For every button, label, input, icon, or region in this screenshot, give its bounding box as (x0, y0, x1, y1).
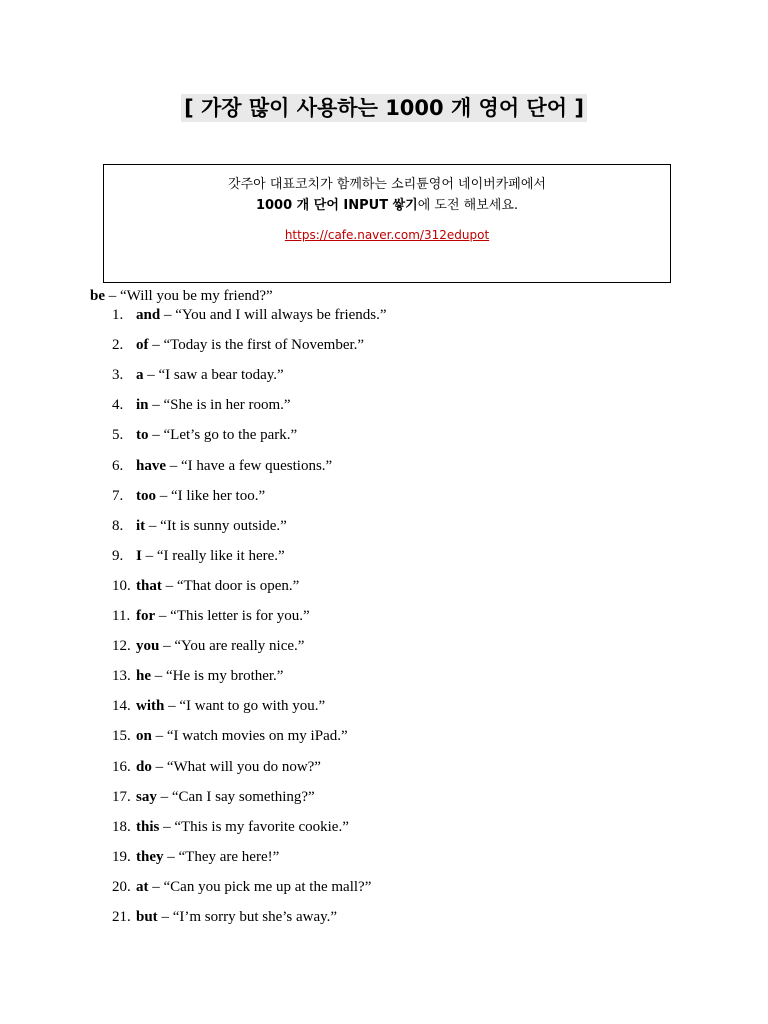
list-item-entry (136, 698, 325, 715)
list-item-dash: – (156, 788, 172, 805)
list-item-word: this (136, 818, 160, 835)
list-item-dash: – (163, 848, 179, 865)
list-item-number: 1. (112, 307, 124, 323)
list-item-sentence: “This letter is for you.” (170, 608, 310, 624)
list-item-word: but (136, 909, 158, 925)
list-item-sentence: “They are here!” (178, 848, 280, 865)
list-item-number: 8. (112, 517, 124, 534)
list-item-number: 6. (112, 457, 124, 474)
list-item (0, 668, 768, 690)
list-item-sentence: “What will you do now?” (166, 758, 321, 775)
list-item-sentence: “I want to go with you.” (179, 698, 326, 715)
list-item-sentence: “I really like it here.” (156, 547, 285, 564)
list-item-word: do (136, 758, 152, 775)
list-item-dash: – (159, 818, 175, 835)
first-entry (90, 288, 273, 305)
list-item-number: 3. (112, 367, 124, 384)
list-item-word: too (136, 487, 156, 504)
list-item-entry (136, 759, 321, 776)
list-item-number: 5. (112, 427, 124, 444)
list-item-word: in (136, 397, 149, 414)
list-item-dash: – (166, 457, 181, 474)
list-item (0, 608, 768, 630)
list-item (0, 578, 768, 600)
list-item-sentence: “You are really nice.” (174, 638, 305, 655)
list-item-sentence: “This is my favorite cookie.” (174, 818, 349, 835)
info-line-2 (104, 194, 670, 213)
list-item (0, 458, 768, 480)
list-item-dash: – (143, 367, 159, 384)
list-item-word: it (136, 517, 146, 534)
list-item (0, 488, 768, 510)
list-item-entry (136, 668, 283, 685)
list-item-dash: – (155, 608, 171, 624)
list-item-sentence: “I saw a bear today.” (158, 367, 284, 384)
list-item-sentence: “Can you pick me up at the mall?” (163, 878, 372, 895)
list-item-word: to (136, 427, 149, 444)
list-item (0, 638, 768, 660)
list-item-number: 17. (112, 788, 131, 805)
list-item-number: 20. (112, 878, 131, 895)
list-item-number: 2. (112, 337, 124, 354)
list-item-number: 9. (112, 547, 124, 564)
list-item (0, 307, 768, 329)
list-item-sentence: “Let’s go to the park.” (163, 427, 298, 444)
list-item-word: and (136, 307, 161, 323)
first-entry-dash: – (105, 288, 120, 304)
list-item-entry (136, 397, 291, 414)
info-line-2-bold: 1000 개 단어 INPUT 쌓기 (255, 198, 418, 213)
list-item-word: with (136, 698, 165, 715)
list-item-word: have (136, 457, 166, 474)
list-item-sentence: “I have a few questions.” (181, 457, 333, 474)
list-item-dash: – (145, 517, 161, 534)
list-item (0, 849, 768, 871)
list-item-number: 4. (112, 397, 124, 414)
list-item-word: of (136, 337, 149, 354)
list-item (0, 518, 768, 540)
list-item-entry (136, 307, 387, 324)
list-item-number: 15. (112, 728, 131, 745)
list-item-entry (136, 909, 337, 926)
list-item-sentence: “That door is open.” (176, 577, 300, 594)
list-item (0, 819, 768, 841)
list-item-dash: – (157, 909, 173, 925)
list-item-word: I (136, 547, 142, 564)
list-item (0, 427, 768, 449)
list-item (0, 698, 768, 720)
list-item-entry (136, 548, 285, 565)
list-item-word: on (136, 728, 152, 745)
list-item-dash: – (159, 638, 175, 655)
list-item-sentence: “I’m sorry but she’s away.” (172, 909, 338, 925)
list-item (0, 548, 768, 570)
list-item-number: 16. (112, 758, 131, 775)
list-item-entry (136, 488, 265, 505)
list-item-number: 11. (112, 608, 131, 624)
list-item-dash: – (156, 487, 171, 504)
list-item-entry (136, 427, 297, 444)
cafe-link[interactable]: https://cafe.naver.com/312edupot (284, 228, 490, 242)
list-item-entry (136, 819, 349, 836)
list-item-sentence: “I like her too.” (171, 487, 266, 504)
list-item-entry (136, 728, 348, 745)
list-item-entry (136, 337, 364, 354)
list-item-word: they (136, 848, 164, 865)
list-item-sentence: “Today is the first of November.” (163, 337, 365, 354)
list-item-sentence: “It is sunny outside.” (160, 517, 287, 534)
list-item (0, 728, 768, 750)
list-item-number: 10. (112, 577, 131, 594)
list-item-entry (136, 638, 304, 655)
first-entry-sentence: “Will you be my friend?” (120, 288, 273, 304)
list-item (0, 337, 768, 359)
list-item-dash: – (151, 668, 166, 685)
list-item (0, 879, 768, 901)
info-line-2-rest: 에 도전 해보세요. (417, 198, 519, 213)
list-item-dash: – (151, 758, 167, 775)
list-item-entry (136, 789, 315, 806)
info-line-1: 갓주아 대표코치가 함께하는 소리튠영어 네이버카페에서 (228, 177, 546, 192)
page-title (0, 92, 768, 122)
list-item-number: 7. (112, 487, 124, 504)
list-item-sentence: “He is my brother.” (166, 668, 284, 685)
list-item-number: 14. (112, 698, 131, 715)
list-item-dash: – (148, 878, 164, 895)
info-box (103, 164, 671, 283)
list-item-word: a (136, 367, 144, 384)
list-item-dash: – (148, 337, 164, 354)
list-item-dash: – (161, 577, 177, 594)
list-item-entry (136, 458, 332, 475)
list-item (0, 789, 768, 811)
list-item-word: for (136, 608, 156, 624)
list-item (0, 909, 768, 931)
list-item (0, 367, 768, 389)
list-item-dash: – (160, 307, 176, 323)
list-item-dash: – (148, 397, 164, 414)
list-item-sentence: “Can I say something?” (171, 788, 315, 805)
list-item-number: 12. (112, 638, 131, 655)
list-item-dash: – (141, 547, 157, 564)
list-item-dash: – (151, 728, 167, 745)
first-entry-word: be (90, 288, 105, 304)
list-item-entry (136, 608, 310, 625)
list-item-entry (136, 578, 299, 595)
list-item-number: 21. (112, 909, 131, 925)
list-item-word: say (136, 788, 157, 805)
list-item (0, 759, 768, 781)
list-item-dash: – (148, 427, 164, 444)
list-item-entry (136, 518, 287, 535)
page-title-text: [ 가장 많이 사용하는 1000 개 영어 단어 ] (181, 94, 587, 122)
list-item-word: that (136, 577, 162, 594)
list-item-dash: – (164, 698, 180, 715)
list-item-entry (136, 367, 284, 384)
list-item-word: you (136, 638, 160, 655)
list-item-entry (136, 849, 279, 866)
list-item-sentence: “She is in her room.” (163, 397, 291, 414)
list-item-number: 18. (112, 818, 131, 835)
list-item-word: at (136, 878, 149, 895)
list-item-word: he (136, 668, 151, 685)
list-item-sentence: “You and I will always be friends.” (175, 307, 387, 323)
list-item-entry (136, 879, 371, 896)
list-item-number: 19. (112, 848, 131, 865)
list-item-number: 13. (112, 668, 131, 685)
list-item-sentence: “I watch movies on my iPad.” (166, 728, 348, 745)
list-item (0, 397, 768, 419)
